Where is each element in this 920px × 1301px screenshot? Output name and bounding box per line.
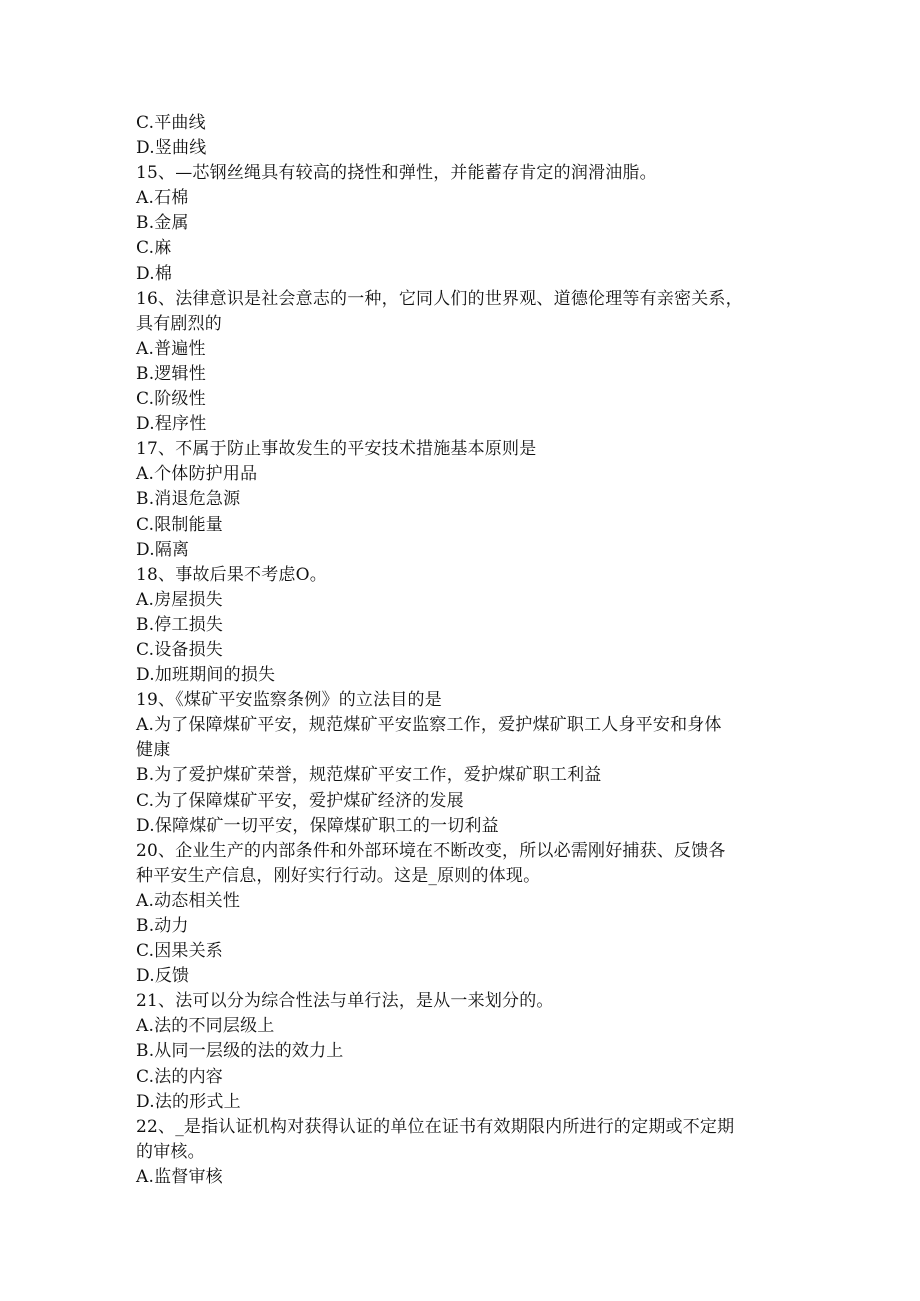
- option-line: B.从同一层级的法的效力上: [136, 1041, 344, 1062]
- option-line: A.为了保障煤矿平安，规范煤矿平安监察工作，爱护煤矿职工人身平安和身体: [136, 715, 722, 736]
- question-19: 19、《煤矿平安监察条例》的立法目的是: [136, 690, 442, 711]
- question-22: 22、_是指认证机构对获得认证的单位在证书有效期限内所进行的定期或不定期: [136, 1116, 735, 1137]
- option-line: D.加班期间的损失: [136, 665, 276, 686]
- question-16-continued: 具有剧烈的: [136, 313, 222, 334]
- option-line: C.平曲线: [136, 113, 206, 133]
- question-20: 20、企业生产的内部条件和外部环境在不断改变，所以必需刚好捕获、反馈各: [136, 840, 726, 861]
- option-line: C.为了保障煤矿平安，爱护煤矿经济的发展: [136, 790, 464, 811]
- option-line: A.监督审核: [136, 1166, 223, 1187]
- option-line: D.法的形式上: [136, 1091, 241, 1112]
- option-line: D.反馈: [136, 966, 190, 987]
- option-line: A.法的不同层级上: [136, 1016, 275, 1037]
- option-line: D.竖曲线: [136, 138, 207, 159]
- option-line: B.金属: [136, 213, 189, 234]
- question-21: 21、法可以分为综合性法与单行法，是从一来划分的。: [136, 991, 554, 1012]
- option-line: C.阶级性: [136, 389, 206, 410]
- option-line: B.停工损失: [136, 614, 224, 635]
- document-page: [136, 111, 786, 1190]
- question-22-continued: 的审核。: [136, 1141, 205, 1162]
- option-line: D.程序性: [136, 414, 207, 435]
- option-line: C.限制能量: [136, 514, 224, 535]
- option-line: C.因果关系: [136, 941, 224, 962]
- question-15: 15、—芯钢丝绳具有较高的挠性和弹性，并能蓄存肯定的润滑油脂。: [136, 163, 657, 184]
- option-line: B.为了爱护煤矿荣誉，规范煤矿平安工作，爱护煤矿职工利益: [136, 765, 602, 786]
- option-line: D.棉: [136, 263, 173, 284]
- option-line: C.麻: [136, 238, 172, 259]
- option-line-continued: 健康: [136, 740, 171, 761]
- question-16: 16、法律意识是社会意志的一种，它同人们的世界观、道德伦理等有亲密关系，: [136, 288, 743, 309]
- option-line: A.石棉: [136, 188, 189, 209]
- option-line: C.法的内容: [136, 1066, 224, 1087]
- option-line: B.逻辑性: [136, 363, 206, 384]
- option-line: A.动态相关性: [136, 890, 241, 911]
- option-line: A.普遍性: [136, 338, 206, 359]
- option-line: C.设备损失: [136, 639, 224, 660]
- option-line: B.消退危急源: [136, 489, 241, 510]
- option-line: A.个体防护用品: [136, 464, 258, 485]
- option-line: A.房屋损失: [136, 589, 223, 610]
- option-line: D.隔离: [136, 539, 190, 560]
- question-20-continued: 种平安生产信息，刚好实行行动。这是_原则的体现。: [136, 865, 541, 886]
- option-line: D.保障煤矿一切平安，保障煤矿职工的一切利益: [136, 815, 499, 836]
- question-18: 18、事故后果不考虑O。: [136, 564, 327, 585]
- option-line: B.动力: [136, 916, 189, 936]
- question-17: 17、不属于防止事故发生的平安技术措施基本原则是: [136, 439, 537, 460]
